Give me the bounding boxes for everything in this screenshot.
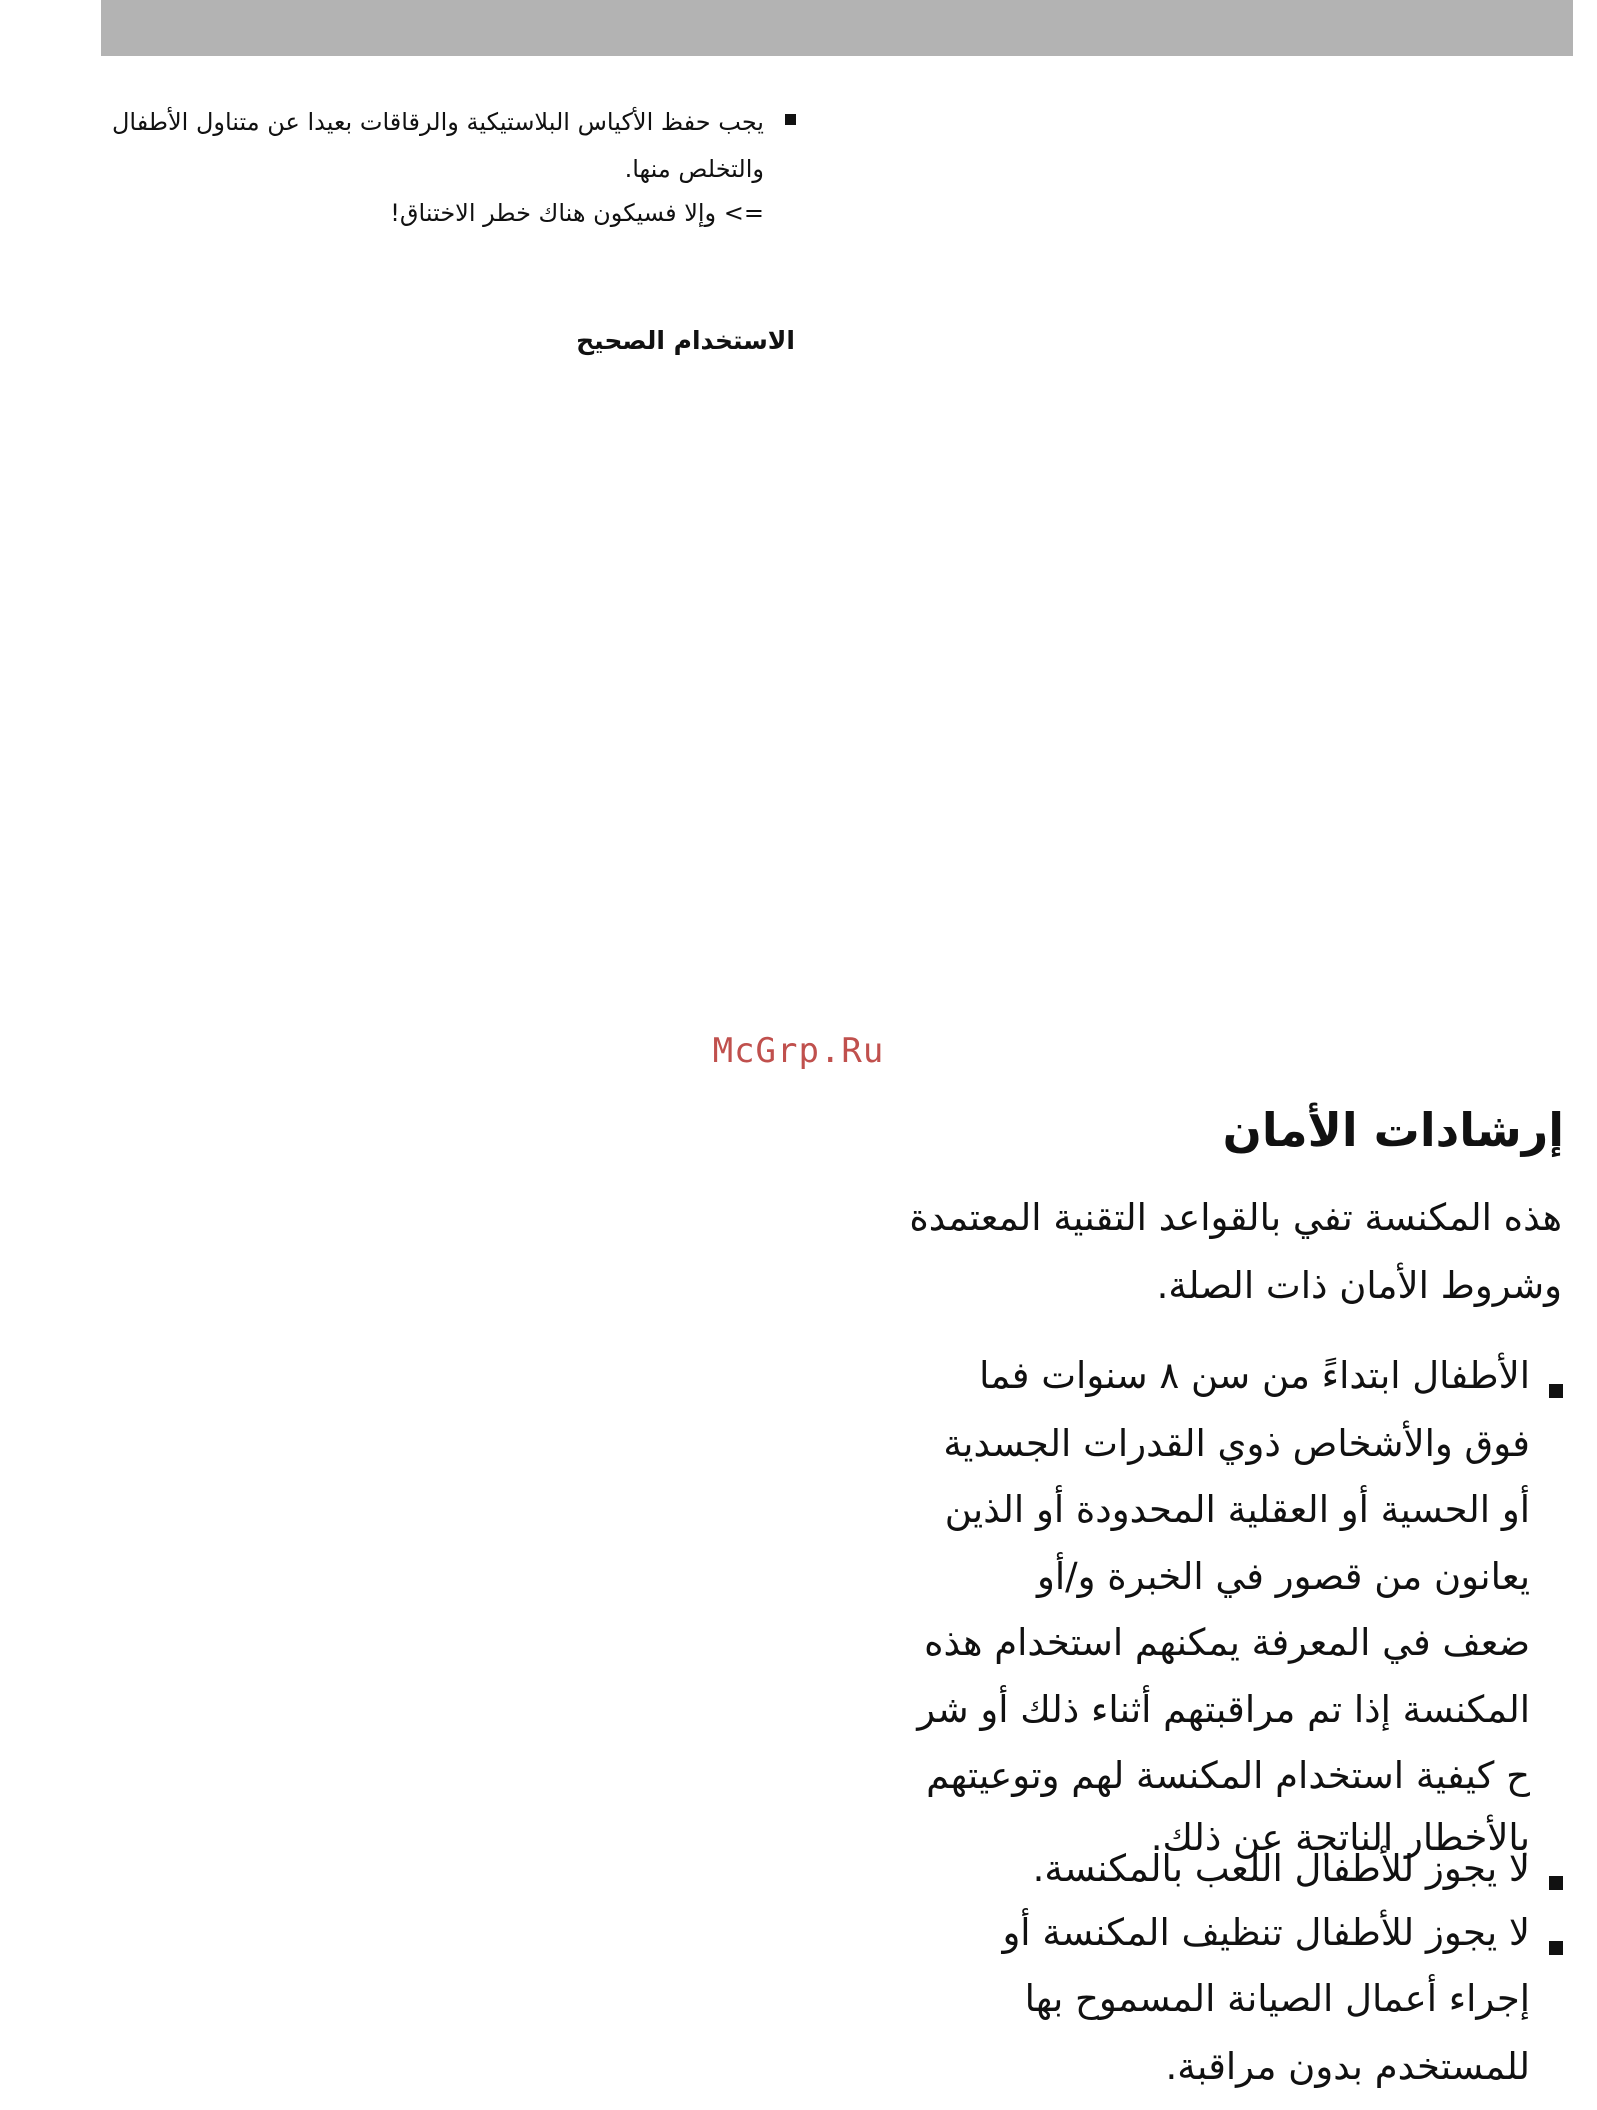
- list-item-line: الأطفال ابتداءً من سن ٨ سنوات فما: [979, 1354, 1530, 1397]
- page-title: إرشادات الأمان: [1222, 1103, 1564, 1157]
- list-item-line: المكنسة إذا تم مراقبتهم أثناء ذلك أو شر: [917, 1688, 1530, 1731]
- bullet-icon: [785, 114, 796, 125]
- list-item-line: بالأخطار الناتجة عن ذلك.: [1150, 1816, 1530, 1859]
- bullet-icon: [1549, 1941, 1563, 1955]
- section-heading: الاستخدام الصحيح: [576, 326, 795, 355]
- list-item-line: لا يجوز للأطفال تنظيف المكنسة أو: [1002, 1911, 1530, 1954]
- warning-line: يجب حفظ الأكياس البلاستيكية والرقاقات بعيدا عن متناول الأطفال: [111, 108, 764, 136]
- list-item-line: فوق والأشخاص ذوي القدرات الجسدية: [943, 1422, 1530, 1465]
- list-item-line: ضعف في المعرفة يمكنهم استخدام هذه: [924, 1621, 1530, 1664]
- list-item-line: إجراء أعمال الصيانة المسموح بها: [1024, 1977, 1530, 2020]
- intro-line: وشروط الأمان ذات الصلة.: [1156, 1264, 1562, 1307]
- list-item-line: لا يجوز للأطفال اللعب بالمكنسة.: [1032, 1847, 1530, 1890]
- list-item-line: ح كيفية استخدام المكنسة لهم وتوعيتهم: [926, 1754, 1530, 1797]
- intro-line: هذه المكنسة تفي بالقواعد التقنية المعتمدة: [909, 1196, 1562, 1239]
- watermark: McGrp.Ru: [712, 1031, 885, 1071]
- warning-line: => وإلا فسيكون هناك خطر الاختناق!: [390, 199, 764, 227]
- bullet-icon: [1549, 1876, 1563, 1890]
- list-item-line: أو الحسية أو العقلية المحدودة أو الذين: [944, 1488, 1530, 1531]
- header-bar: [101, 0, 1573, 56]
- list-item-line: يعانون من قصور في الخبرة و/أو: [1037, 1555, 1530, 1598]
- list-item-line: للمستخدم بدون مراقبة.: [1165, 2045, 1530, 2088]
- bullet-icon: [1549, 1384, 1563, 1398]
- warning-line: والتخلص منها.: [624, 155, 764, 183]
